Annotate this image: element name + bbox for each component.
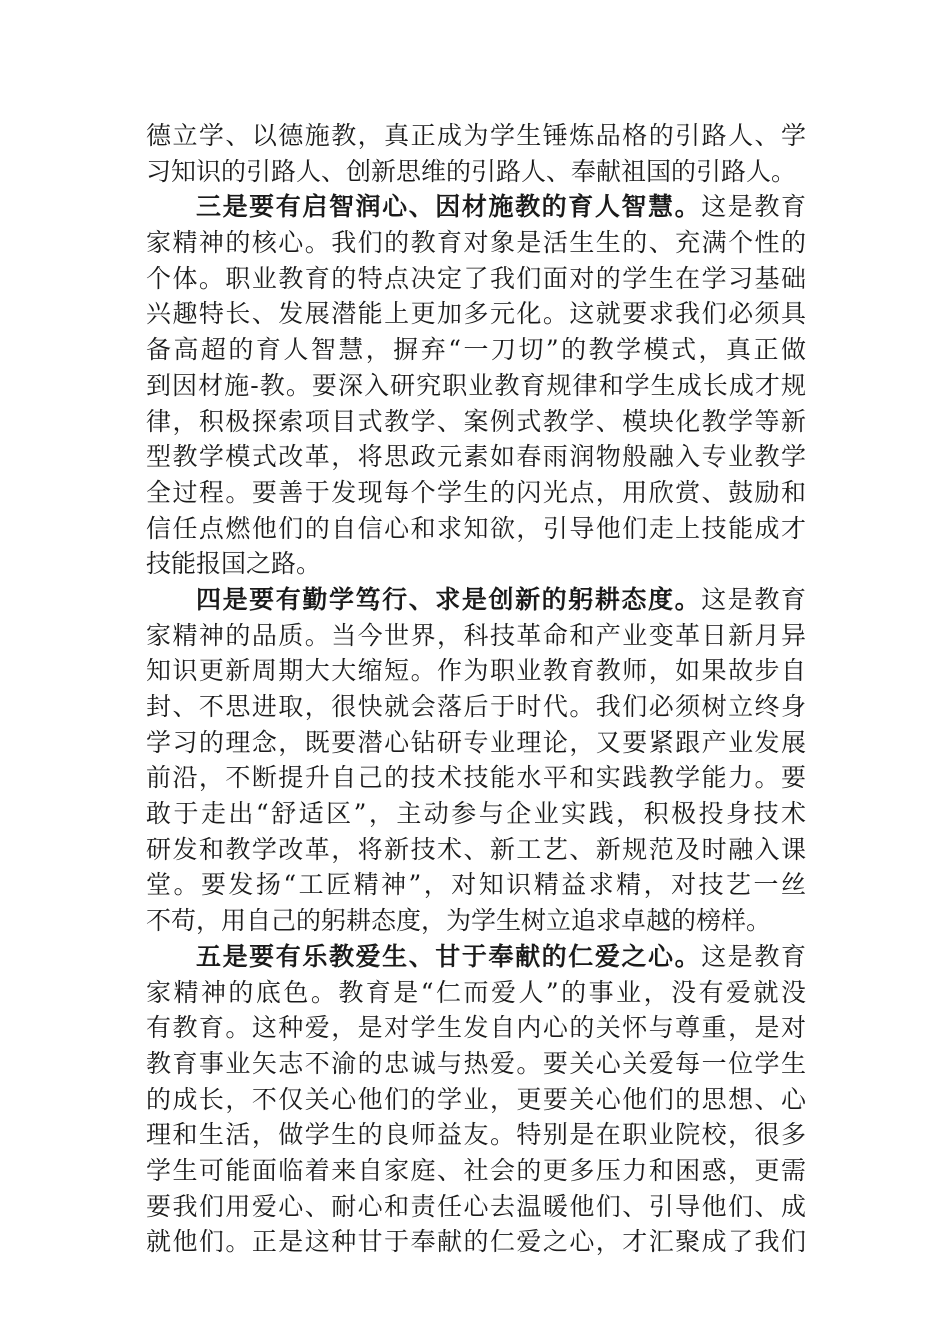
text-line: 技能报国之路。 [146, 549, 322, 579]
text-line: 律，积极探索项目式教学、案例式教学、模块化教学等新 [146, 406, 806, 436]
text-line [146, 582, 806, 618]
text-line: 家精神的品质。当今世界，科技革命和产业变革日新月异 [146, 620, 806, 650]
text-line: 备高超的育人智慧，摒弃“一刀切”的教学模式，真正做 [146, 335, 806, 365]
text-line: 堂。要发扬“工匠精神”，对知识精益求精，对技艺一丝 [146, 870, 806, 900]
text-line: 全过程。要善于发现每个学生的闪光点，用欣赏、鼓励和 [146, 477, 806, 507]
paragraph-heading: 三是要有启智润心、因材施教的育人智慧。 [196, 192, 702, 222]
text-run: 这是教育 [701, 192, 806, 222]
text-line: 的成长，不仅关心他们的学业，更要关心他们的思想、心 [146, 1084, 806, 1114]
text-line: 到因材施-教。要深入研究职业教育规律和学生成长成才规 [146, 370, 806, 400]
text-line: 教育事业矢志不渝的忠诚与热爱。要关心关爱每一位学生 [146, 1048, 806, 1078]
paragraph [146, 582, 806, 939]
text-line: 研发和教学改革，将新技术、新工艺、新规范及时融入课 [146, 834, 806, 864]
text-line: 有教育。这种爱，是对学生发自内心的关怀与尊重，是对 [146, 1013, 806, 1043]
text-line [146, 939, 806, 975]
text-line: 信任点燃他们的自信心和求知欲，引导他们走上技能成才 [146, 513, 806, 543]
text-line: 德立学、以德施教，真正成为学生锤炼品格的引路人、学 [146, 121, 806, 150]
text-line: 学生可能面临着来自家庭、社会的更多压力和困惑，更需 [146, 1155, 806, 1185]
paragraph-heading: 四是要有勤学笃行、求是创新的躬耕态度。 [196, 584, 702, 614]
document-page [146, 118, 806, 1260]
text-line: 前沿，不断提升自己的技术技能水平和实践教学能力。要 [146, 763, 806, 793]
text-line: 学习的理念，既要潜心钻研专业理论，又要紧跟产业发展 [146, 727, 806, 757]
text-run: 这是教育 [701, 584, 806, 614]
paragraph-heading: 五是要有乐教爱生、甘于奉献的仁爱之心。 [196, 941, 702, 971]
text-line: 家精神的核心。我们的教育对象是活生生的、充满个性的 [146, 228, 806, 258]
paragraph [146, 189, 806, 582]
text-run: 这是教育 [701, 941, 806, 971]
text-line: 型教学模式改革，将思政元素如春雨润物般融入专业教学 [146, 442, 806, 472]
paragraph [146, 939, 806, 1260]
text-line: 家精神的底色。教育是“仁而爱人”的事业，没有爱就没 [146, 977, 806, 1007]
text-line: 敢于走出“舒适区”，主动参与企业实践，积极投身技术 [146, 799, 806, 829]
text-line: 知识更新周期大大缩短。作为职业教育教师，如果故步自 [146, 656, 806, 686]
text-line [146, 189, 806, 225]
text-line: 个体。职业教育的特点决定了我们面对的学生在学习基础 [146, 263, 806, 293]
text-line: 要我们用爱心、耐心和责任心去温暖他们、引导他们、成 [146, 1191, 806, 1221]
text-line: 不苟，用自己的躬耕态度，为学生树立追求卓越的榜样。 [146, 906, 772, 936]
text-line: 习知识的引路人、创新思维的引路人、奉献祖国的引路人。 [146, 156, 797, 186]
text-line: 兴趣特长、发展潜能上更加多元化。这就要求我们必须具 [146, 299, 806, 329]
text-line: 封、不思进取，很快就会落后于时代。我们必须树立终身 [146, 692, 806, 721]
text-line: 理和生活，做学生的良师益友。特别是在职业院校，很多 [146, 1120, 806, 1150]
paragraph [146, 118, 806, 189]
text-line: 就他们。正是这种甘于奉献的仁爱之心，才汇聚成了我们 [146, 1227, 806, 1257]
